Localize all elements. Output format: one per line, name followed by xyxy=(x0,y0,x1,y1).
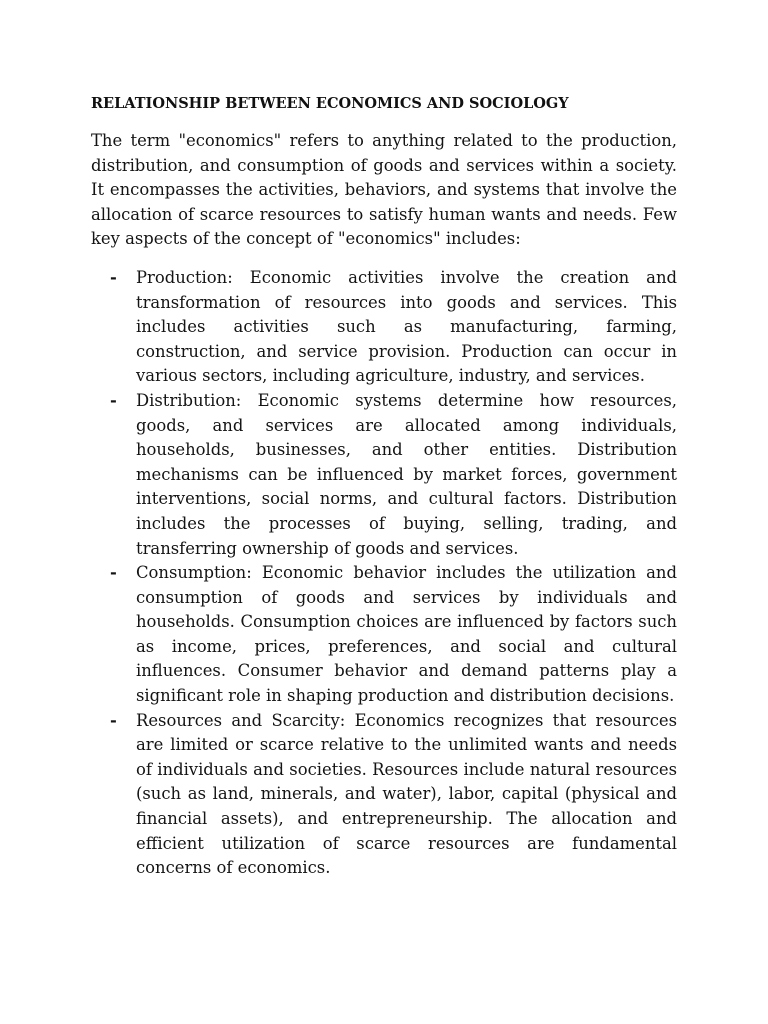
document-body xyxy=(91,92,677,881)
list-item-production xyxy=(91,266,677,389)
list-item-resources-scarcity xyxy=(91,709,677,881)
intro-paragraph: The term "economics" refers to anything related to the production, distribution, and consumption of goods and services within a society. It encompasses the activities, behaviors, and systems that involve the allocation of scarce resources to satisfy human wants and needs. Few key aspects of the concept of "economics" includes: xyxy=(91,131,677,249)
list-item-text: Consumption: Economic behavior includes the utilization and consumption of goods and services by individuals and households. Consumption choices are influenced by factors such as income, prices, preferences, and social and cultural influences. Consumer behavior and demand patterns play a significant role in shaping production and distribution decisions. xyxy=(136,563,677,706)
bullet-marker: - xyxy=(110,710,117,730)
key-aspects-list xyxy=(91,266,677,881)
bullet-marker: - xyxy=(110,390,117,410)
bullet-marker: - xyxy=(110,267,117,287)
list-item-distribution xyxy=(91,389,677,561)
bullet-marker: - xyxy=(110,563,117,583)
list-item-text: Resources and Scarcity: Economics recognizes that resources are limited or scarce relative to the unlimited wants and needs of individuals and societies. Resources include natural resources (such as land, minerals, and water), labor, capital (physical and financial assets), and entrepreneurship. The allocation and efficient utilization of scarce resources are fundamental concerns of economics. xyxy=(136,710,677,878)
list-item-text: Production: Economic activities involve the creation and transformation of resources into goods and services. This includes activities such as manufacturing, farming, construction, and service provision. Production can occur in various sectors, including agriculture, industry, and services. xyxy=(136,267,677,386)
document-heading: RELATIONSHIP BETWEEN ECONOMICS AND SOCIOLOGY xyxy=(91,95,569,112)
list-item-text: Distribution: Economic systems determine how resources, goods, and services are allocated among individuals, households, businesses, and other entities. Distribution mechanisms can be influenced by market forces, government interventions, social norms, and cultural factors. Distribution includes the processes of buying, selling, trading, and transferring ownership of goods and services. xyxy=(136,390,677,558)
list-item-consumption xyxy=(91,561,677,709)
